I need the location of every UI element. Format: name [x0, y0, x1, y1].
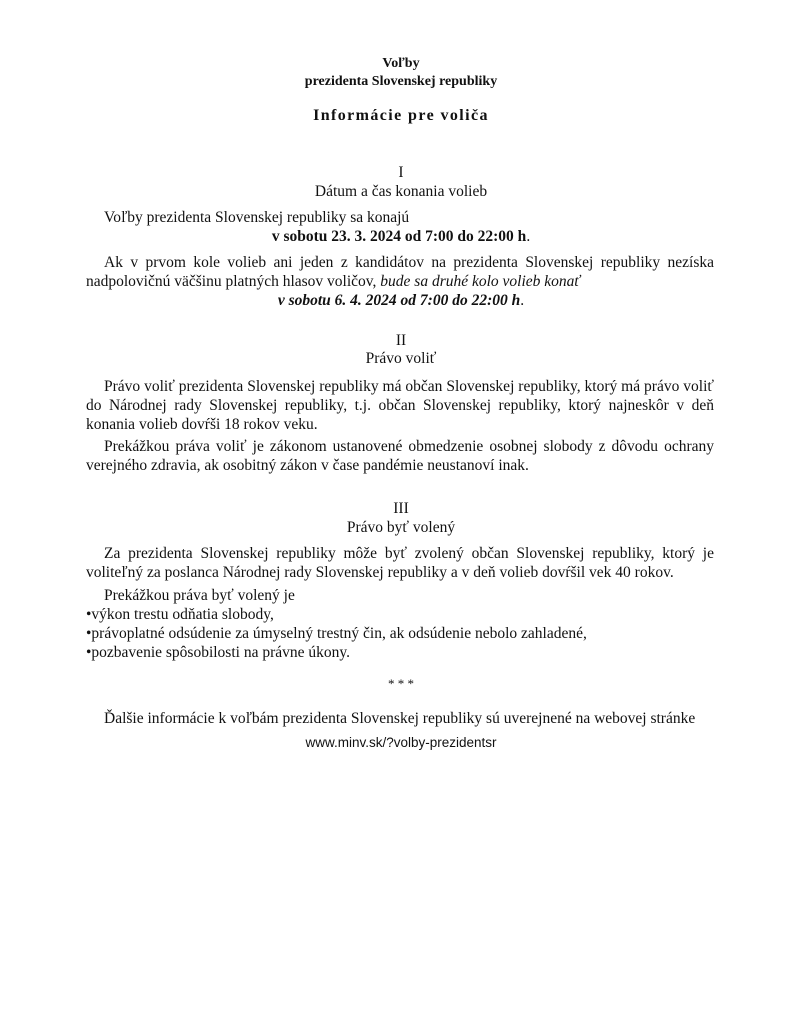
- second-round-date-text: v sobotu 6. 4. 2024 od 7:00 do 22:00 h: [277, 292, 521, 309]
- section1-paragraph2-text: Ak v prvom kole volieb ani jeden z kandidátov na prezidenta Slovenskej republiky nezíska nadpolovičnú väčšinu platných hlasov voličov,: [86, 254, 714, 290]
- section2-paragraph2: Prekážkou práva voliť je zákonom ustanovené obmedzenie osobnej slobody z dôvodu ochrany verejného zdravia, ak osobitný zákon v čase pandémie neustanoví inak.: [86, 438, 714, 474]
- section3-list-intro: Prekážkou práva byť volený je: [104, 587, 295, 604]
- footer-url-link[interactable]: www.minv.sk/?volby-prezidentsr: [305, 735, 497, 750]
- document-title-line1: Voľby: [382, 56, 420, 71]
- section1-first-round-date: [86, 227, 716, 246]
- section1-paragraph1: Voľby prezidenta Slovenskej republiky sa konajú: [104, 209, 410, 226]
- section3-paragraph1: Za prezidenta Slovenskej republiky môže byť zvolený občan Slovenskej republiky, ktorý je voliteľný za poslanca Národnej rady Slovenskej republiky a v deň volieb dovŕšil vek 40 rokov.: [86, 545, 714, 581]
- list-item: •pozbavenie spôsobilosti na právne úkony.: [86, 644, 350, 661]
- section1-heading: Dátum a čas konania volieb: [314, 183, 488, 200]
- section2-number: II: [395, 332, 407, 349]
- section3-number: III: [393, 500, 409, 517]
- footer-info-text: Ďalšie informácie k voľbám prezidenta Slovenskej republiky sú uverejnené na webovej stránke: [104, 710, 696, 727]
- first-round-date-text: v sobotu 23. 3. 2024 od 7:00 do 22:00 h: [271, 228, 527, 245]
- section2-paragraph1: Právo voliť prezidenta Slovenskej republiky má občan Slovenskej republiky, ktorý má právo voliť do Národnej rady Slovenskej republiky, t.j. občan Slovenskej republiky, ktorý najneskôr v deň konania volieb dovŕši 18 rokov veku.: [86, 378, 714, 433]
- section3-heading: Právo byť volený: [346, 519, 456, 536]
- document-title-line2: prezidenta Slovenskej republiky: [304, 74, 498, 89]
- list-item: •výkon trestu odňatia slobody,: [86, 606, 274, 623]
- first-round-date-period: .: [526, 228, 531, 245]
- second-round-phrase: bude sa druhé kolo volieb konať: [380, 273, 581, 290]
- section-separator: * * *: [388, 676, 414, 691]
- section1-second-round-date: [86, 291, 716, 310]
- section2-heading: Právo voliť: [365, 350, 437, 367]
- document-subtitle: Informácie pre voliča: [313, 107, 489, 124]
- section1-paragraph2: [86, 253, 714, 291]
- second-round-date-period: .: [520, 292, 525, 309]
- list-item: •právoplatné odsúdenie za úmyselný trestný čin, ak odsúdenie nebolo zahladené,: [86, 625, 587, 642]
- section1-number: I: [398, 164, 404, 181]
